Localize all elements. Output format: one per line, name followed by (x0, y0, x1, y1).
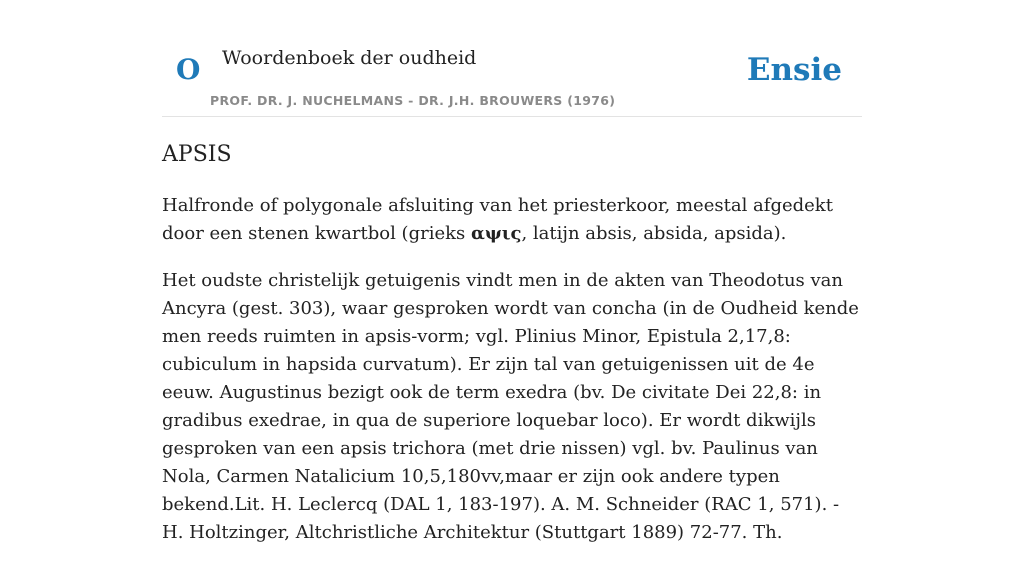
definition-text-end: , latijn absis, absida, apsida). (521, 223, 787, 244)
book-authors: PROF. DR. J. NUCHELMANS - DR. J.H. BROUWERS (1976) (210, 93, 616, 108)
book-title[interactable]: Woordenboek der oudheid (222, 47, 477, 69)
letter-badge[interactable]: O (176, 53, 201, 86)
dictionary-header (162, 0, 862, 117)
entry-content (162, 192, 862, 566)
ensie-logo-link[interactable]: Ensie (746, 52, 842, 88)
entry-title: APSIS (162, 142, 232, 167)
history-paragraph: Het oudste christelijk getuigenis vindt men in de akten van Theodotus van Ancyra (gest. 303), waar gesproken wordt van concha (in de Oudheid kende men reeds ruimten in apsis-vorm; vgl. Plinius Minor, Epistula 2,17,8: cubiculum in hapsida curvatum). Er zijn tal van getuigenissen uit de 4e eeuw. Augustinus bezigt ook de term exedra (bv. De civitate Dei 22,8: in gradibus exedrae, in qua de superiore loquebar loco). Er wordt dikwijls gesproken van een apsis trichora (met drie nissen) vgl. bv. Paulinus van Nola, Carmen Natalicium 10,5,180vv,maar er zijn ook andere typen bekend.Lit. H. Leclercq (DAL 1, 183-197). A. M. Schneider (RAC 1, 571). - H. Holtzinger, Altchristliche Architektur (Stuttgart 1889) 72-77. Th. (162, 270, 859, 543)
greek-term: αψις (470, 223, 522, 244)
definition-text-start: Halfronde of polygonale afsluiting van het priesterkoor, meestal afgedekt door een stenen kwartbol (grieks (162, 195, 833, 244)
definition-paragraph (162, 192, 862, 248)
